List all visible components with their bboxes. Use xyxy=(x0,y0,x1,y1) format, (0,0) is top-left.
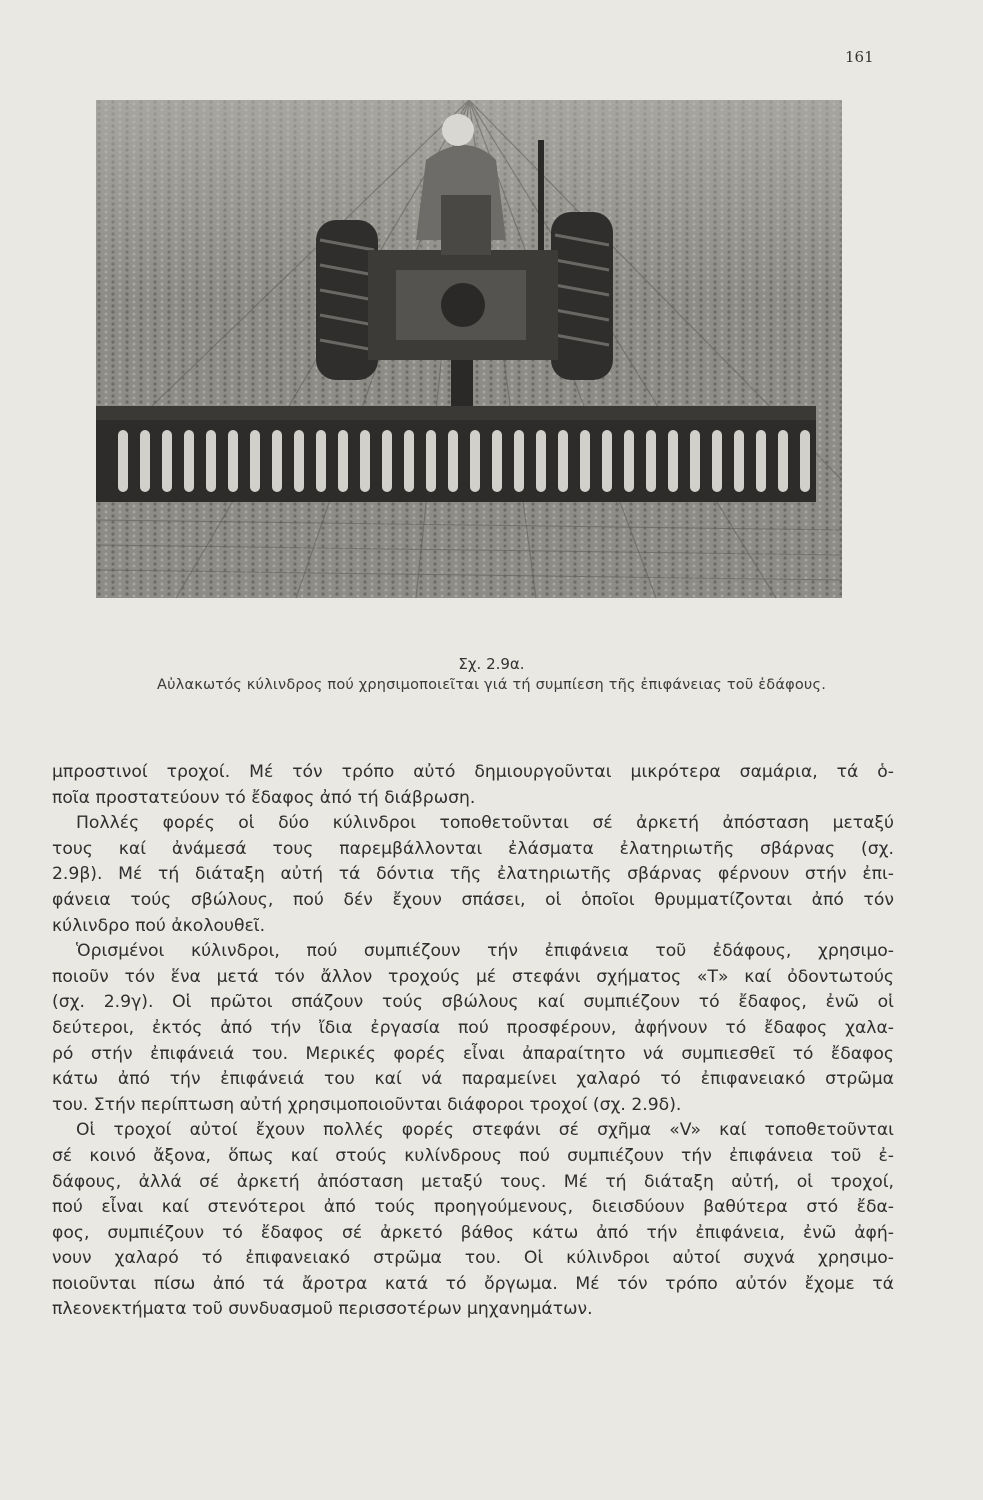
text-line: Ὁρισμένοι κύλινδροι, πού συμπιέζουν τήν ἐπιφάνεια τοῦ ἐδάφους, χρησιμο- xyxy=(76,941,894,962)
text-line: ποῖα προστατεύουν τό ἔδαφος ἀπό τή διάβρωση. xyxy=(52,787,476,808)
text-line: πλεονεκτήματα τοῦ συνδυασμοῦ περισσοτέρων μηχανημάτων. xyxy=(52,1299,593,1320)
text-line: τους καί ἀνάμεσά τους παρεμβάλλονται ἐλάσματα ἐλατηριωτῆς σβάρνας (σχ. xyxy=(52,838,894,859)
text-line: νουν χαλαρό τό ἐπιφανειακό στρῶμα του. Οἱ κύλινδροι αὐτοί συχνά χρησιμο- xyxy=(52,1248,894,1269)
text-line: μπροστινοί τροχοί. Μέ τόν τρόπο αὐτό δημιουργοῦνται μικρότερα σαμάρια, τά ὁ- xyxy=(52,762,894,782)
text-line: δεύτεροι, ἐκτός ἀπό τήν ἴδια ἐργασία πού προσφέρουν, ἀφήνουν τό ἔδαφος χαλα- xyxy=(52,1017,894,1038)
text-line: φάνεια τούς σβώλους, πού δέν ἔχουν σπάσει, οἱ ὁποῖοι θρυμματίζονται ἀπό τόν xyxy=(52,889,894,910)
figure-label: Σχ. 2.9α. xyxy=(458,655,525,673)
figure-caption: Αὐλακωτός κύλινδρος πού χρησιμοποιεῖται γιά τή συμπίεση τῆς ἐπιφάνειας τοῦ ἐδάφους. xyxy=(156,677,827,693)
text-line: δάφους, ἀλλά σέ ἀρκετή ἀπόσταση μεταξύ τους. Μέ τή διάταξη αὐτή, οἱ τροχοί, xyxy=(52,1171,894,1192)
text-line: κάτω ἀπό τήν ἐπιφάνειά του καί νά παραμείνει χαλαρό τό ἐπιφανειακό στρῶμα xyxy=(52,1069,894,1090)
roller-frame-bar xyxy=(96,406,816,420)
text-line: ποιοῦν τόν ἕνα μετά τόν ἄλλον τροχούς μέ στεφάνι σχήματος «Τ» καί ὀδοντωτούς xyxy=(52,966,894,987)
text-line: κύλινδρο πού ἀκολουθεῖ. xyxy=(52,915,266,936)
text-line: φος, συμπιέζουν τό ἔδαφος σέ ἀρκετό βάθος κάτω ἀπό τήν ἐπιφάνεια, ἐνῶ ἀφή- xyxy=(52,1222,894,1243)
text-line: σέ κοινό ἄξονα, ὅπως καί στούς κυλίνδρους πού συμπιέζουν τήν ἐπιφάνεια τοῦ ἐ- xyxy=(52,1145,894,1166)
figure-photo-grooved-roller-tractor xyxy=(96,100,842,598)
text-line: Οἱ τροχοί αὐτοί ἔχουν πολλές φορές στεφάνι σέ σχῆμα «V» καί τοποθετοῦνται xyxy=(76,1120,894,1141)
text-line: πού εἶναι καί στενότεροι ἀπό τούς προηγούμενους, διεισδύουν βαθύτερα στό ἔδα- xyxy=(52,1197,894,1218)
text-line: ρό στήν ἐπιφάνειά του. Μερικές φορές εἶναι ἀπαραίτητο νά συμπιεσθεῖ τό ἔδαφος xyxy=(52,1043,894,1064)
text-line: ποιοῦνται πίσω ἀπό τά ἄροτρα κατά τό ὄργωμα. Μέ τόν τρόπο αὐτόν ἔχομε τά xyxy=(52,1273,894,1294)
page-number: 161 xyxy=(845,48,874,66)
text-line: του. Στήν περίπτωση αὐτή χρησιμοποιοῦνται διάφοροι τροχοί (σχ. 2.9δ). xyxy=(52,1094,682,1115)
text-line: 2.9β). Μέ τή διάταξη αὐτή τά δόντια τῆς ἐλατηριωτῆς σβάρνας φέρνουν στήν ἐπι- xyxy=(52,864,894,885)
text-line: (σχ. 2.9γ). Οἱ πρῶτοι σπάζουν τούς σβώλους καί συμπιέζουν τό ἔδαφος, ἐνῶ οἱ xyxy=(52,992,894,1013)
text-line: Πολλές φορές οἱ δύο κύλινδροι τοποθετοῦνται σέ ἀρκετή ἀπόσταση μεταξύ xyxy=(76,813,894,834)
hitch-housing xyxy=(441,283,485,327)
body-text xyxy=(52,760,894,1323)
